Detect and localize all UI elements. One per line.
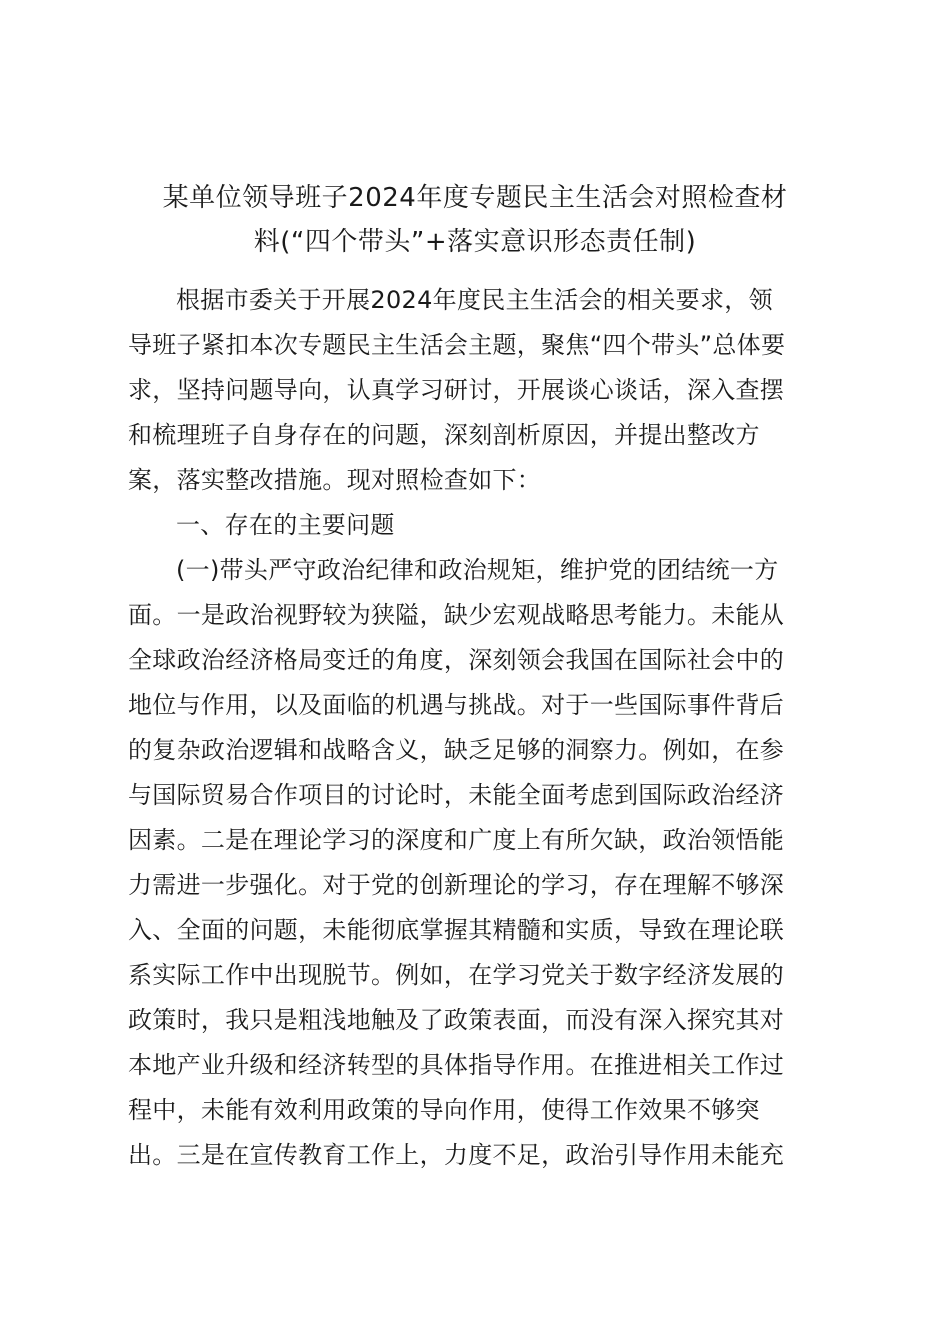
document-body xyxy=(128,278,822,1178)
paragraph-intro-line: 导班子紧扣本次专题民主生活会主题，聚焦“四个带头”总体要 xyxy=(128,331,786,359)
paragraph-line: 与国际贸易合作项目的讨论时，未能全面考虑到国际政治经济 xyxy=(128,781,785,809)
paragraph-line: (一)带头严守政治纪律和政治规矩，维护党的团结统一方 xyxy=(176,556,779,584)
paragraph-intro-line: 案，落实整改措施。现对照检查如下： xyxy=(128,466,542,494)
section-heading: 一、存在的主要问题 xyxy=(176,511,395,539)
paragraph-line: 程中，未能有效利用政策的导向作用，使得工作效果不够突 xyxy=(128,1096,760,1124)
paragraph-line: 本地产业升级和经济转型的具体指导作用。在推进相关工作过 xyxy=(128,1051,785,1079)
document-title xyxy=(128,176,822,264)
paragraph-line: 政策时，我只是粗浅地触及了政策表面，而没有深入探究其对 xyxy=(128,1006,785,1034)
title-line-1: 某单位领导班子2024年度专题民主生活会对照检查材 xyxy=(162,183,788,213)
paragraph-line: 出。三是在宣传教育工作上，力度不足，政治引导作用未能充 xyxy=(128,1141,785,1169)
paragraph-intro-line: 根据市委关于开展2024年度民主生活会的相关要求，领 xyxy=(176,286,773,314)
title-line-2: 料(“四个带头”+落实意识形态责任制) xyxy=(253,227,697,257)
paragraph-line: 面。一是政治视野较为狭隘，缺少宏观战略思考能力。未能从 xyxy=(128,601,785,629)
paragraph-intro-line: 求，坚持问题导向，认真学习研讨，开展谈心谈话，深入查摆 xyxy=(128,376,785,404)
paragraph-intro-line: 和梳理班子自身存在的问题，深刻剖析原因，并提出整改方 xyxy=(128,421,760,449)
paragraph-line: 因素。二是在理论学习的深度和广度上有所欠缺，政治领悟能 xyxy=(128,826,785,854)
paragraph-line: 系实际工作中出现脱节。例如，在学习党关于数字经济发展的 xyxy=(128,961,785,989)
paragraph-line: 入、全面的问题，未能彻底掌握其精髓和实质，导致在理论联 xyxy=(128,916,785,944)
paragraph-line: 全球政治经济格局变迁的角度，深刻领会我国在国际社会中的 xyxy=(128,646,785,674)
paragraph-line: 力需进一步强化。对于党的创新理论的学习，存在理解不够深 xyxy=(128,871,785,899)
paragraph-line: 的复杂政治逻辑和战略含义，缺乏足够的洞察力。例如，在参 xyxy=(128,736,785,764)
paragraph-line: 地位与作用，以及面临的机遇与挑战。对于一些国际事件背后 xyxy=(128,691,785,719)
